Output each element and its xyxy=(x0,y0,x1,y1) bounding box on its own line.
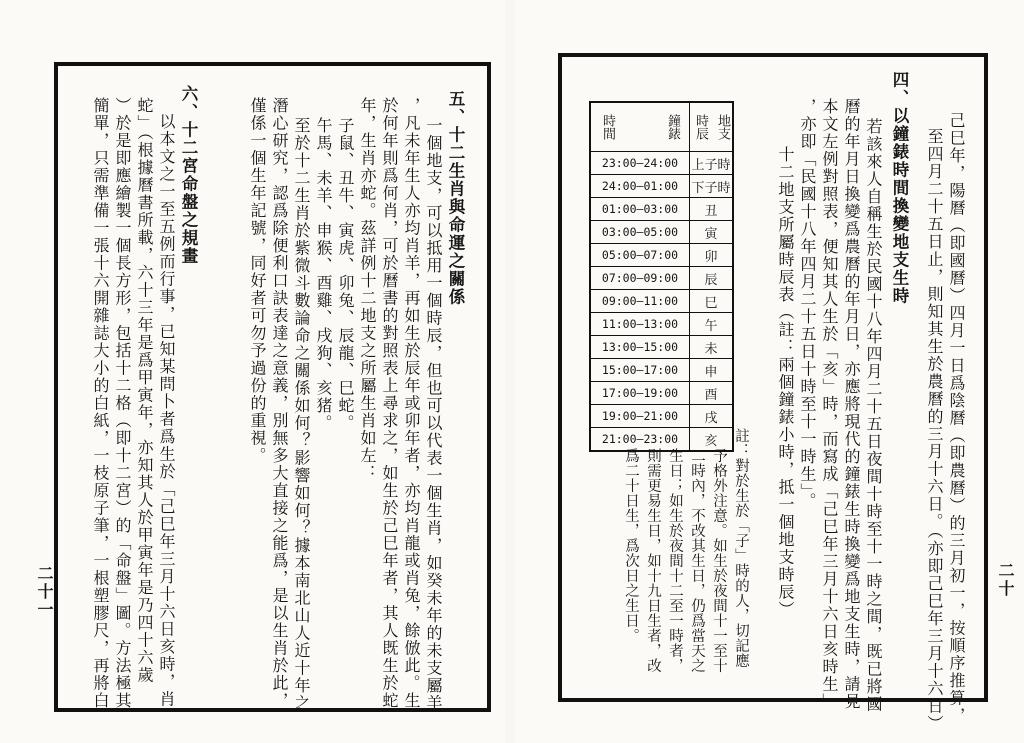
text-column: 若該來人自稱生於民國十八年四月二十五日夜間十時至十一時之間，既已將國 xyxy=(864,118,883,713)
table-row xyxy=(590,221,733,244)
text-column: 至於十二生肖於紫微斗數論命之關係如何？影響如何？據本南北山人近十年之 xyxy=(292,117,311,712)
text-column: 本文左例對照表，便知其人生於「亥」時，而寫成「己巳年三月十六日亥時生」 xyxy=(820,98,839,711)
table-row xyxy=(590,244,733,267)
branch-hour-cell: 下子時 xyxy=(690,175,734,198)
clock-time-cell: 11:00—13:00 xyxy=(590,313,690,336)
branch-hour-cell: 戌 xyxy=(690,405,734,428)
clock-time-cell: 01:00—03:00 xyxy=(590,198,690,221)
branch-hour-cell: 未 xyxy=(690,336,734,359)
section-heading: 五、十二生肖與命運之關係 xyxy=(446,90,465,306)
table-row xyxy=(590,152,733,175)
table-row xyxy=(590,198,733,221)
clock-time-cell: 21:00—23:00 xyxy=(590,428,690,452)
table-row xyxy=(590,428,733,452)
table-row xyxy=(590,359,733,382)
text-column: 於何年則爲何肖，可於曆書的對照表上尋求之，如生於己巳年者，其人既生於蛇 xyxy=(380,97,399,710)
branch-hour-cell: 辰 xyxy=(690,267,734,290)
text-column: 己巳年，陽曆（即國曆）四月一日爲陰曆（即農曆）的三月初一，按順序推算， xyxy=(947,112,966,725)
branch-hour-cell: 巳 xyxy=(690,290,734,313)
clock-time-cell: 23:00—24:00 xyxy=(590,152,690,175)
clock-time-cell: 17:00—19:00 xyxy=(590,382,690,405)
clock-time-cell: 24:00—01:00 xyxy=(590,175,690,198)
branch-hour-cell: 亥 xyxy=(690,428,734,452)
clock-time-cell: 19:00—21:00 xyxy=(590,405,690,428)
clock-time-cell: 15:00—17:00 xyxy=(590,359,690,382)
table-row xyxy=(590,382,733,405)
clock-time-cell: 09:00—11:00 xyxy=(590,290,690,313)
table-row xyxy=(590,336,733,359)
branch-hour-cell: 酉 xyxy=(690,382,734,405)
branch-hour-cell: 上子時 xyxy=(690,152,734,175)
branch-hour-cell: 丑 xyxy=(690,198,734,221)
clock-time-cell: 03:00—05:00 xyxy=(590,221,690,244)
right-page-number: 二十 xyxy=(996,562,1015,598)
text-column: 僅係一個生年記號，同好者可勿予過份的重視。 xyxy=(248,97,267,465)
branch-hour-cell: 申 xyxy=(690,359,734,382)
table-row xyxy=(590,313,733,336)
text-column: 蛇」（根據曆書所載，六十三年是爲甲寅年，亦知其人於甲寅年是乃四十六歲 xyxy=(135,97,154,684)
clock-time-cell: 05:00—07:00 xyxy=(590,244,690,267)
note-column: 予格外注意。如生於夜間十一至十 xyxy=(711,448,727,673)
text-column: ，亦即「民國十八年四月二十五日十時至十一時生」。 xyxy=(798,98,817,510)
left-page-number: 二十一 xyxy=(35,565,54,619)
table-row xyxy=(590,290,733,313)
clock-time-cell: 07:00—09:00 xyxy=(590,267,690,290)
section-heading: 四、以鐘錶時間換變地支生時 xyxy=(890,71,909,305)
branch-hour-cell: 寅 xyxy=(690,221,734,244)
hour-conversion-table xyxy=(589,101,734,452)
note-column: 則需更易生日，如十九日生者，改 xyxy=(645,448,661,673)
table-row xyxy=(590,175,733,198)
text-column: ，凡未年生人亦均肖羊，再如生於辰年或卯年者，亦均肖龍或肖兔，餘倣此。生 xyxy=(402,97,421,710)
text-column: 曆的年月日換變爲農曆的年月日，亦應將現代的鐘錶生時換變爲地支生時，請見 xyxy=(842,98,861,711)
text-column: 一個地支，可以抵用一個時辰，但也可以代表一個生肖，如癸未年的未支屬羊 xyxy=(424,117,443,712)
text-column: 簡單，只需準備一張十六開雜誌大小的白紙，一枝原子筆，一根塑膠尺，再將白 xyxy=(91,97,110,710)
text-column: 子鼠、丑牛、寅虎、卯兔、辰龍、巳蛇。 xyxy=(336,117,355,432)
text-column: 午馬、未羊、申猴、酉雞、戌狗、亥猪。 xyxy=(314,117,333,432)
text-column: 以本文之一至五例而行事，已知某問卜者爲生於「己巳年三月十六日亥時，肖 xyxy=(157,113,176,708)
text-column: 至四月二十五日止，則知其生於農曆的三月十六日。（亦即己巳年三月十六日） xyxy=(925,128,944,733)
table-row xyxy=(590,405,733,428)
table-header-branch: 時辰 地支 xyxy=(690,102,734,152)
section-heading: 六、十二宮命盤之規畫 xyxy=(179,85,198,265)
note-column: 爲二十日生，爲次日之生日。 xyxy=(623,448,639,643)
text-column: ）於是即應繪製一個長方形，包括十二格（即十二宮）的「命盤」圖。方法極其 xyxy=(113,97,132,710)
branch-hour-cell: 午 xyxy=(690,313,734,336)
note-column: 註：對於生於「子」時的人，切記應 xyxy=(733,428,749,668)
table-row xyxy=(590,267,733,290)
table-header-clock: 時間 鐘錶 xyxy=(590,102,690,152)
clock-time-cell: 13:00—15:00 xyxy=(590,336,690,359)
text-column: 十二地支所屬時辰表（註：兩個鐘錶小時，抵一個地支時辰） xyxy=(776,146,795,619)
text-column: 年，生肖亦蛇。茲詳例十二地支之所屬生肖如左： xyxy=(358,97,377,482)
note-column: 二時內，不改其生日，仍爲當天之 xyxy=(689,448,705,673)
note-column: 生日；如生於夜間十二至一時者， xyxy=(667,448,683,673)
text-column: 潛心研究，認爲除便利口訣表達之意義，別無多大直接之能爲，是以生肖於此， xyxy=(270,97,289,710)
branch-hour-cell: 卯 xyxy=(690,244,734,267)
